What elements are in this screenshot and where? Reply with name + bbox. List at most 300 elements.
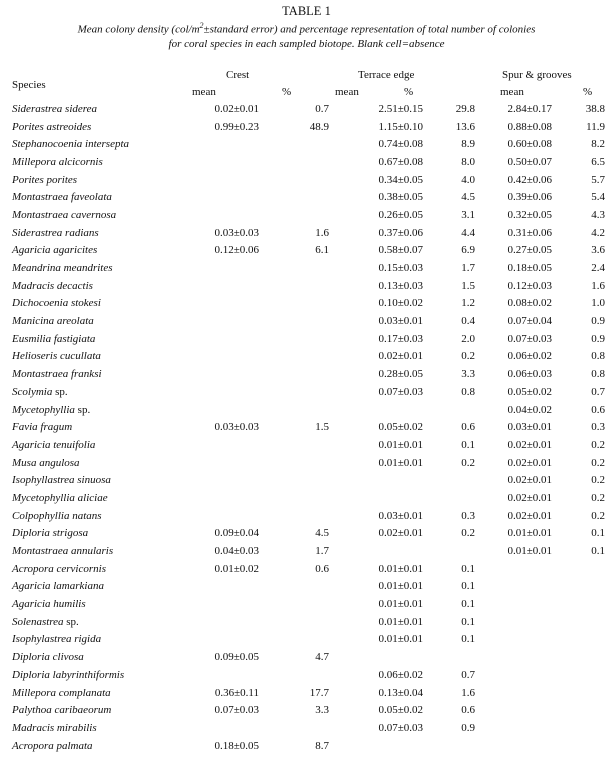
terrace-mean-cell: 0.03±0.01 xyxy=(378,509,423,522)
table-caption xyxy=(0,19,613,51)
terrace-pct-cell xyxy=(423,489,475,507)
species-name: Diploria clivosa xyxy=(12,651,84,664)
terrace-mean-cell: 0.17±0.03 xyxy=(378,332,423,345)
crest-mean-cell: 0.09±0.05 xyxy=(214,651,259,664)
spur-pct-cell xyxy=(552,648,605,666)
spur-mean-cell: 0.01±0.01 xyxy=(507,527,552,540)
species-suffix: sp. xyxy=(63,615,79,628)
terrace-pct-cell: 3.1 xyxy=(461,208,475,221)
species-name: Porites astreoides xyxy=(12,120,92,133)
species-cell xyxy=(12,454,182,472)
crest-pct-cell: 6.1 xyxy=(315,244,329,257)
table-row xyxy=(12,171,605,189)
terrace-pct-cell: 0.2 xyxy=(461,350,475,363)
species-cell xyxy=(12,595,182,613)
species-name: Favia fragum xyxy=(12,421,73,434)
spur-mean-cell: 0.02±0.01 xyxy=(507,474,552,487)
header-terrace-pct: % xyxy=(404,86,414,98)
table-row xyxy=(12,595,605,613)
terrace-mean-cell xyxy=(329,471,423,489)
terrace-mean-cell: 0.01±0.01 xyxy=(378,562,423,575)
species-cell xyxy=(12,118,182,136)
table-row xyxy=(12,206,605,224)
table-body xyxy=(12,100,605,754)
table-row xyxy=(12,330,605,348)
terrace-pct-cell xyxy=(423,542,475,560)
terrace-pct-cell: 0.1 xyxy=(461,633,475,646)
species-name: Acropora palmata xyxy=(12,739,93,752)
species-cell xyxy=(12,471,182,489)
table-row xyxy=(12,525,605,543)
spur-pct-cell: 2.4 xyxy=(591,262,605,275)
spur-mean-cell: 0.42±0.06 xyxy=(507,173,552,186)
spur-pct-cell: 0.2 xyxy=(591,474,605,487)
terrace-mean-cell: 0.26±0.05 xyxy=(378,208,423,221)
table-row xyxy=(12,153,605,171)
crest-pct-cell xyxy=(259,595,329,613)
terrace-pct-cell: 0.2 xyxy=(461,527,475,540)
terrace-pct-cell xyxy=(423,401,475,419)
terrace-mean-cell xyxy=(329,489,423,507)
species-cell xyxy=(12,224,182,242)
spur-mean-cell: 0.06±0.02 xyxy=(507,350,552,363)
crest-pct-cell xyxy=(259,631,329,649)
terrace-pct-cell xyxy=(423,471,475,489)
terrace-pct-cell: 0.1 xyxy=(461,615,475,628)
spur-mean-cell xyxy=(475,595,552,613)
terrace-mean-cell: 0.01±0.01 xyxy=(378,615,423,628)
crest-pct-cell: 0.7 xyxy=(315,102,329,115)
terrace-mean-cell: 0.01±0.01 xyxy=(378,633,423,646)
terrace-mean-cell: 0.05±0.02 xyxy=(378,421,423,434)
terrace-pct-cell: 0.1 xyxy=(461,598,475,611)
spur-pct-cell xyxy=(552,666,605,684)
species-cell xyxy=(12,719,182,737)
crest-mean-cell: 0.02±0.01 xyxy=(214,102,259,115)
spur-mean-cell: 0.02±0.01 xyxy=(507,438,552,451)
terrace-pct-cell: 4.5 xyxy=(461,191,475,204)
crest-mean-cell: 0.03±0.03 xyxy=(214,226,259,239)
species-cell xyxy=(12,525,182,543)
species-name: Solenastrea xyxy=(12,615,64,628)
spur-mean-cell xyxy=(475,613,552,631)
crest-pct-cell xyxy=(259,401,329,419)
terrace-mean-cell: 0.03±0.01 xyxy=(378,315,423,328)
terrace-mean-cell: 0.13±0.03 xyxy=(378,279,423,292)
spur-pct-cell: 0.2 xyxy=(591,509,605,522)
header-species: Species xyxy=(12,79,46,91)
spur-mean-cell: 0.32±0.05 xyxy=(507,208,552,221)
table-row xyxy=(12,631,605,649)
crest-pct-cell: 0.6 xyxy=(315,562,329,575)
species-name: Agaricia lamarkiana xyxy=(12,580,104,593)
terrace-mean-cell: 0.07±0.03 xyxy=(378,385,423,398)
species-name: Madracis mirabilis xyxy=(12,721,97,734)
crest-pct-cell xyxy=(259,348,329,366)
crest-pct-cell xyxy=(259,277,329,295)
species-name: Musa angulosa xyxy=(12,456,80,469)
species-cell xyxy=(12,613,182,631)
spur-pct-cell xyxy=(552,684,605,702)
terrace-pct-cell: 0.7 xyxy=(461,668,475,681)
species-name: Dichocoenia stokesi xyxy=(12,297,101,310)
table-row xyxy=(12,188,605,206)
species-cell xyxy=(12,100,182,118)
crest-mean-cell xyxy=(182,613,259,631)
crest-mean-cell: 0.03±0.03 xyxy=(214,421,259,434)
spur-mean-cell: 0.03±0.01 xyxy=(507,421,552,434)
spur-pct-cell: 0.2 xyxy=(591,438,605,451)
crest-mean-cell xyxy=(182,171,259,189)
crest-pct-cell xyxy=(259,471,329,489)
terrace-mean-cell: 0.10±0.02 xyxy=(378,297,423,310)
spur-pct-cell: 0.9 xyxy=(591,332,605,345)
spur-pct-cell: 0.2 xyxy=(591,456,605,469)
spur-mean-cell: 0.60±0.08 xyxy=(507,138,552,151)
header-terrace-edge: Terrace edge xyxy=(358,69,415,81)
spur-pct-cell: 1.0 xyxy=(591,297,605,310)
terrace-mean-cell: 0.15±0.03 xyxy=(378,262,423,275)
table-row xyxy=(12,383,605,401)
crest-pct-cell: 1.7 xyxy=(315,545,329,558)
spur-pct-cell: 0.8 xyxy=(591,350,605,363)
table-row xyxy=(12,348,605,366)
species-name: Stephanocoenia intersepta xyxy=(12,138,130,151)
terrace-pct-cell: 8.0 xyxy=(461,155,475,168)
crest-mean-cell xyxy=(182,188,259,206)
crest-pct-cell xyxy=(259,436,329,454)
spur-mean-cell: 0.04±0.02 xyxy=(507,403,552,416)
crest-mean-cell xyxy=(182,454,259,472)
species-name: Millepora complanata xyxy=(12,686,111,699)
crest-pct-cell xyxy=(259,365,329,383)
terrace-pct-cell: 4.0 xyxy=(461,173,475,186)
crest-mean-cell: 0.99±0.23 xyxy=(214,120,259,133)
terrace-mean-cell: 0.07±0.03 xyxy=(378,721,423,734)
spur-mean-cell xyxy=(475,701,552,719)
spur-mean-cell: 0.07±0.03 xyxy=(507,332,552,345)
species-name: Porites porites xyxy=(12,173,78,186)
crest-pct-cell xyxy=(259,330,329,348)
spur-mean-cell: 0.07±0.04 xyxy=(507,315,552,328)
species-name: Mycetophyllia xyxy=(12,403,75,416)
species-cell xyxy=(12,542,182,560)
species-name: Meandrina meandrites xyxy=(12,262,113,275)
table-row xyxy=(12,365,605,383)
terrace-pct-cell: 0.1 xyxy=(461,580,475,593)
table-row xyxy=(12,542,605,560)
terrace-mean-cell xyxy=(329,401,423,419)
crest-pct-cell: 17.7 xyxy=(309,686,329,699)
table-title: TABLE 1 xyxy=(282,4,331,18)
crest-pct-cell xyxy=(259,188,329,206)
terrace-mean-cell: 0.02±0.01 xyxy=(378,527,423,540)
species-name: Agaricia tenuifolia xyxy=(12,438,96,451)
table-row xyxy=(12,560,605,578)
spur-pct-cell: 4.2 xyxy=(591,226,605,239)
caption-line1-b: ±standard error) and percentage representation of total number of colonies xyxy=(203,23,536,36)
crest-mean-cell: 0.18±0.05 xyxy=(214,739,259,752)
header-spur-mean: mean xyxy=(500,86,524,98)
spur-mean-cell: 0.08±0.02 xyxy=(507,297,552,310)
spur-pct-cell xyxy=(552,595,605,613)
species-name: Helioseris cucullata xyxy=(12,350,101,363)
crest-mean-cell xyxy=(182,631,259,649)
crest-pct-cell xyxy=(259,613,329,631)
crest-mean-cell xyxy=(182,401,259,419)
spur-mean-cell: 2.84±0.17 xyxy=(507,102,552,115)
spur-mean-cell xyxy=(475,719,552,737)
table-row xyxy=(12,454,605,472)
crest-pct-cell xyxy=(259,135,329,153)
crest-mean-cell xyxy=(182,719,259,737)
species-cell xyxy=(12,365,182,383)
caption-superscript: 2 xyxy=(199,21,204,30)
crest-mean-cell xyxy=(182,507,259,525)
spur-pct-cell: 0.1 xyxy=(591,545,605,558)
terrace-pct-cell: 2.0 xyxy=(461,332,475,345)
species-name: Colpophyllia natans xyxy=(12,509,102,522)
terrace-mean-cell: 0.34±0.05 xyxy=(378,173,423,186)
crest-mean-cell xyxy=(182,312,259,330)
table-row xyxy=(12,684,605,702)
spur-mean-cell xyxy=(475,684,552,702)
spur-mean-cell: 0.02±0.01 xyxy=(507,456,552,469)
spur-pct-cell xyxy=(552,737,605,755)
table-row xyxy=(12,312,605,330)
terrace-pct-cell: 1.7 xyxy=(461,262,475,275)
crest-pct-cell xyxy=(259,666,329,684)
crest-pct-cell xyxy=(259,489,329,507)
coral-density-table xyxy=(12,100,605,754)
table-row xyxy=(12,135,605,153)
table-row xyxy=(12,489,605,507)
crest-mean-cell xyxy=(182,295,259,313)
species-cell xyxy=(12,206,182,224)
table-row xyxy=(12,471,605,489)
species-cell xyxy=(12,666,182,684)
spur-mean-cell: 0.27±0.05 xyxy=(507,244,552,257)
species-cell xyxy=(12,295,182,313)
table-row xyxy=(12,701,605,719)
crest-mean-cell xyxy=(182,365,259,383)
species-cell xyxy=(12,489,182,507)
crest-mean-cell xyxy=(182,259,259,277)
species-name: Agaricia agaricites xyxy=(12,244,98,257)
terrace-mean-cell: 0.01±0.01 xyxy=(378,580,423,593)
species-cell xyxy=(12,507,182,525)
crest-mean-cell xyxy=(182,436,259,454)
spur-pct-cell xyxy=(552,560,605,578)
species-name: Montastraea faveolata xyxy=(12,191,112,204)
table-row xyxy=(12,507,605,525)
terrace-pct-cell: 0.2 xyxy=(461,456,475,469)
terrace-pct-cell: 0.1 xyxy=(461,438,475,451)
table-row xyxy=(12,259,605,277)
spur-mean-cell: 0.50±0.07 xyxy=(507,155,552,168)
species-cell xyxy=(12,153,182,171)
spur-mean-cell: 0.88±0.08 xyxy=(507,120,552,133)
species-name: Diploria labyrinthiformis xyxy=(12,668,125,681)
header-spur-grooves: Spur & grooves xyxy=(502,69,572,81)
crest-mean-cell: 0.01±0.02 xyxy=(214,562,259,575)
crest-pct-cell xyxy=(259,454,329,472)
spur-mean-cell: 0.01±0.01 xyxy=(507,545,552,558)
spur-pct-cell: 11.9 xyxy=(586,120,605,133)
table-row xyxy=(12,401,605,419)
species-cell xyxy=(12,436,182,454)
terrace-mean-cell: 0.37±0.06 xyxy=(378,226,423,239)
table-row xyxy=(12,436,605,454)
species-name: Scolymia xyxy=(12,385,53,398)
species-name: Manicina areolata xyxy=(12,315,94,328)
terrace-mean-cell: 0.13±0.04 xyxy=(378,686,423,699)
spur-pct-cell xyxy=(552,578,605,596)
crest-pct-cell: 8.7 xyxy=(315,739,329,752)
crest-mean-cell xyxy=(182,383,259,401)
crest-mean-cell: 0.04±0.03 xyxy=(214,545,259,558)
spur-mean-cell: 0.05±0.02 xyxy=(507,385,552,398)
terrace-mean-cell: 0.28±0.05 xyxy=(378,368,423,381)
spur-pct-cell xyxy=(552,613,605,631)
species-name: Acropora cervicornis xyxy=(12,562,106,575)
crest-pct-cell: 4.7 xyxy=(315,651,329,664)
spur-pct-cell: 5.7 xyxy=(591,173,605,186)
terrace-pct-cell: 0.6 xyxy=(461,421,475,434)
terrace-mean-cell: 1.15±0.10 xyxy=(378,120,423,133)
crest-pct-cell xyxy=(259,312,329,330)
species-cell xyxy=(12,737,182,755)
terrace-pct-cell: 0.4 xyxy=(461,315,475,328)
table-row xyxy=(12,737,605,755)
header-terrace-mean: mean xyxy=(335,86,359,98)
table-row xyxy=(12,277,605,295)
terrace-pct-cell: 0.1 xyxy=(461,562,475,575)
terrace-pct-cell: 0.8 xyxy=(461,385,475,398)
species-name: Madracis decactis xyxy=(12,279,93,292)
species-cell xyxy=(12,383,182,401)
table-row xyxy=(12,242,605,260)
terrace-pct-cell: 1.2 xyxy=(461,297,475,310)
terrace-mean-cell: 0.38±0.05 xyxy=(378,191,423,204)
species-suffix: sp. xyxy=(52,385,68,398)
species-name: Millepora alcicornis xyxy=(12,155,103,168)
table-row xyxy=(12,295,605,313)
spur-pct-cell: 0.1 xyxy=(591,527,605,540)
crest-pct-cell: 3.3 xyxy=(315,704,329,717)
terrace-mean-cell xyxy=(329,737,423,755)
species-name: Siderastrea siderea xyxy=(12,102,98,115)
terrace-pct-cell: 13.6 xyxy=(455,120,475,133)
terrace-pct-cell: 8.9 xyxy=(461,138,475,151)
crest-pct-cell xyxy=(259,383,329,401)
species-cell xyxy=(12,560,182,578)
spur-mean-cell xyxy=(475,578,552,596)
crest-pct-cell xyxy=(259,171,329,189)
spur-mean-cell: 0.02±0.01 xyxy=(507,509,552,522)
crest-pct-cell xyxy=(259,719,329,737)
crest-mean-cell xyxy=(182,135,259,153)
species-cell xyxy=(12,259,182,277)
species-cell xyxy=(12,701,182,719)
crest-mean-cell xyxy=(182,666,259,684)
spur-pct-cell xyxy=(552,701,605,719)
crest-mean-cell xyxy=(182,206,259,224)
spur-pct-cell: 0.7 xyxy=(591,385,605,398)
caption-line1-a: Mean colony density (col/m xyxy=(77,23,200,36)
terrace-mean-cell: 0.67±0.08 xyxy=(378,155,423,168)
header-crest: Crest xyxy=(226,69,250,81)
terrace-pct-cell: 4.4 xyxy=(461,226,475,239)
spur-mean-cell: 0.39±0.06 xyxy=(507,191,552,204)
crest-mean-cell xyxy=(182,489,259,507)
spur-pct-cell: 0.9 xyxy=(591,315,605,328)
species-name: Isophyllastrea sinuosa xyxy=(12,474,111,487)
crest-pct-cell: 1.6 xyxy=(315,226,329,239)
spur-mean-cell xyxy=(475,631,552,649)
spur-mean-cell: 0.06±0.03 xyxy=(507,368,552,381)
header-spur-pct: % xyxy=(583,86,593,98)
terrace-pct-cell: 29.8 xyxy=(455,102,475,115)
species-cell xyxy=(12,330,182,348)
spur-pct-cell: 0.8 xyxy=(591,368,605,381)
spur-pct-cell: 5.4 xyxy=(591,191,605,204)
terrace-pct-cell: 0.3 xyxy=(461,509,475,522)
spur-mean-cell xyxy=(475,737,552,755)
terrace-mean-cell: 0.02±0.01 xyxy=(378,350,423,363)
crest-pct-cell xyxy=(259,153,329,171)
terrace-mean-cell: 0.74±0.08 xyxy=(378,138,423,151)
species-name: Diploria strigosa xyxy=(12,527,89,540)
crest-mean-cell: 0.07±0.03 xyxy=(214,704,259,717)
crest-pct-cell xyxy=(259,507,329,525)
species-cell xyxy=(12,401,182,419)
crest-mean-cell xyxy=(182,277,259,295)
crest-pct-cell: 1.5 xyxy=(315,421,329,434)
crest-pct-cell xyxy=(259,259,329,277)
spur-mean-cell xyxy=(475,648,552,666)
species-cell xyxy=(12,684,182,702)
terrace-mean-cell: 0.05±0.02 xyxy=(378,704,423,717)
crest-mean-cell: 0.09±0.04 xyxy=(214,527,259,540)
spur-mean-cell: 0.02±0.01 xyxy=(507,491,552,504)
species-cell xyxy=(12,277,182,295)
terrace-pct-cell: 0.6 xyxy=(461,704,475,717)
terrace-pct-cell: 1.5 xyxy=(461,279,475,292)
terrace-pct-cell: 1.6 xyxy=(461,686,475,699)
species-name: Siderastrea radians xyxy=(12,226,99,239)
species-cell xyxy=(12,135,182,153)
header-crest-pct: % xyxy=(282,86,292,98)
terrace-mean-cell: 0.01±0.01 xyxy=(378,456,423,469)
terrace-mean-cell xyxy=(329,648,423,666)
species-name: Montastraea annularis xyxy=(12,545,114,558)
table-row xyxy=(12,118,605,136)
species-cell xyxy=(12,312,182,330)
species-cell xyxy=(12,171,182,189)
species-cell xyxy=(12,418,182,436)
spur-pct-cell xyxy=(552,719,605,737)
caption-line2: for coral species in each sampled biotope. Blank cell=absence xyxy=(168,37,445,50)
terrace-pct-cell: 0.9 xyxy=(461,721,475,734)
table-row xyxy=(12,578,605,596)
species-cell xyxy=(12,648,182,666)
spur-pct-cell: 4.3 xyxy=(591,208,605,221)
species-cell xyxy=(12,348,182,366)
species-name: Montastraea cavernosa xyxy=(12,208,117,221)
table-row xyxy=(12,666,605,684)
species-name: Mycetophyllia aliciae xyxy=(12,491,108,504)
